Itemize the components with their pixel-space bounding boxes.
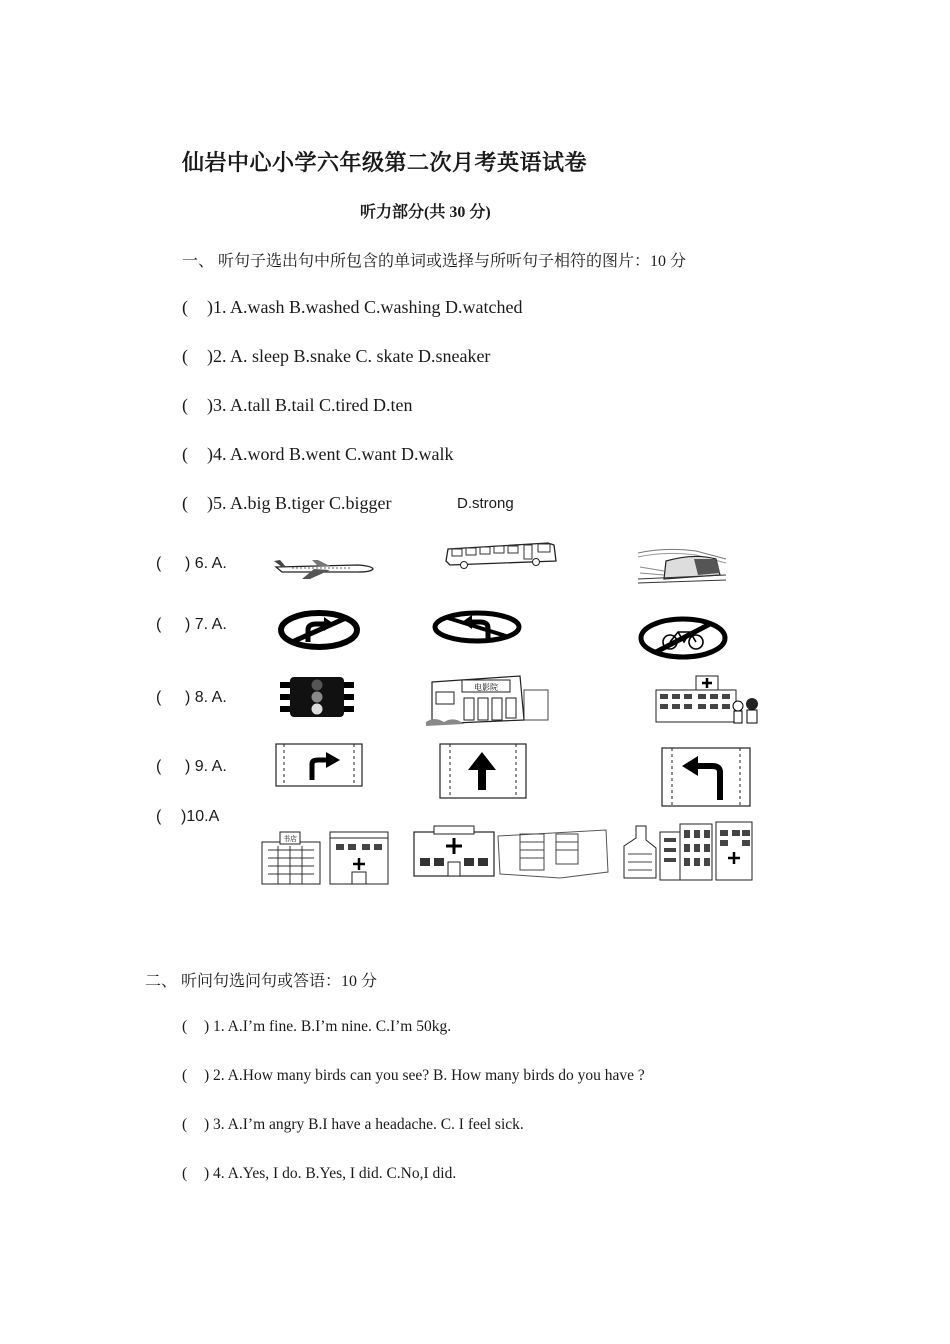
answer-paren[interactable]: ( — [182, 1116, 188, 1133]
answer-paren[interactable]: ( — [156, 689, 162, 706]
hospital-icon — [652, 672, 764, 726]
no-right-turn-icon — [278, 610, 360, 650]
city-buildings-icon — [622, 818, 754, 882]
question-label: ) 8. A. — [185, 689, 227, 706]
answer-paren[interactable]: ( — [182, 346, 188, 366]
answer-paren[interactable]: ( — [182, 297, 188, 317]
question-text: ) 3. A.I’m angry B.I have a headache. C. I feel sick. — [204, 1116, 524, 1133]
question-text: )2. A. sleep B.snake C. skate D.sneaker — [207, 346, 491, 366]
hospital-building-icon — [410, 824, 610, 880]
answer-paren[interactable]: ( — [156, 616, 162, 633]
question-text: ) 2. A.How many birds can you see? B. How many birds do you have ? — [204, 1067, 645, 1084]
question-text: )5. A.big B.tiger C.bigger — [207, 493, 392, 513]
question-text: ) 4. A.Yes, I do. B.Yes, I did. C.No,I did. — [204, 1165, 457, 1182]
question-text: )1. A.wash B.washed C.washing D.watched — [207, 297, 523, 317]
turn-left-sign-icon — [660, 746, 752, 808]
no-bike-icon — [638, 616, 728, 660]
answer-paren[interactable]: ( — [156, 758, 162, 775]
turn-right-sign-icon — [274, 742, 364, 788]
question-text: )3. A.tall B.tail C.tired D.ten — [207, 395, 413, 415]
train-icon — [636, 545, 728, 587]
bus-icon — [444, 541, 558, 569]
svg-text:电影院: 电影院 — [474, 683, 498, 692]
bookstore-hospital-icon — [260, 828, 390, 886]
page-title: 仙岩中心小学六年级第二次月考英语试卷 — [182, 150, 588, 175]
page-subtitle: 听力部分(共 30 分) — [360, 204, 491, 221]
option-d: D.strong — [457, 495, 514, 512]
cinema-icon — [424, 672, 552, 728]
question-label: ) 7. A. — [185, 616, 227, 633]
answer-paren[interactable]: ( — [182, 444, 188, 464]
answer-paren[interactable]: ( — [182, 1067, 188, 1084]
answer-paren[interactable]: ( — [156, 808, 162, 825]
traffic-light-icon — [278, 676, 356, 718]
go-straight-sign-icon — [438, 742, 528, 800]
question-label: ) 9. A. — [185, 758, 227, 775]
no-left-turn-icon — [432, 610, 522, 644]
svg-text:书店: 书店 — [283, 835, 297, 843]
answer-paren[interactable]: ( — [182, 395, 188, 415]
answer-paren[interactable]: ( — [182, 1165, 188, 1182]
section2-heading: 二、 听问句选问句或答语：10 分 — [145, 973, 378, 990]
section1-heading: 一、 听句子选出句中所包含的单词或选择与所听句子相符的图片：10 分 — [182, 253, 687, 270]
answer-paren[interactable]: ( — [182, 1018, 188, 1035]
question-label: )10.A — [181, 808, 220, 825]
answer-paren[interactable]: ( — [182, 493, 188, 513]
question-label: ) 6. A. — [185, 555, 227, 572]
question-text: ) 1. A.I’m fine. B.I’m nine. C.I’m 50kg. — [204, 1018, 452, 1035]
plane-icon — [272, 552, 376, 580]
answer-paren[interactable]: ( — [156, 555, 162, 572]
question-text: )4. A.word B.went C.want D.walk — [207, 444, 454, 464]
